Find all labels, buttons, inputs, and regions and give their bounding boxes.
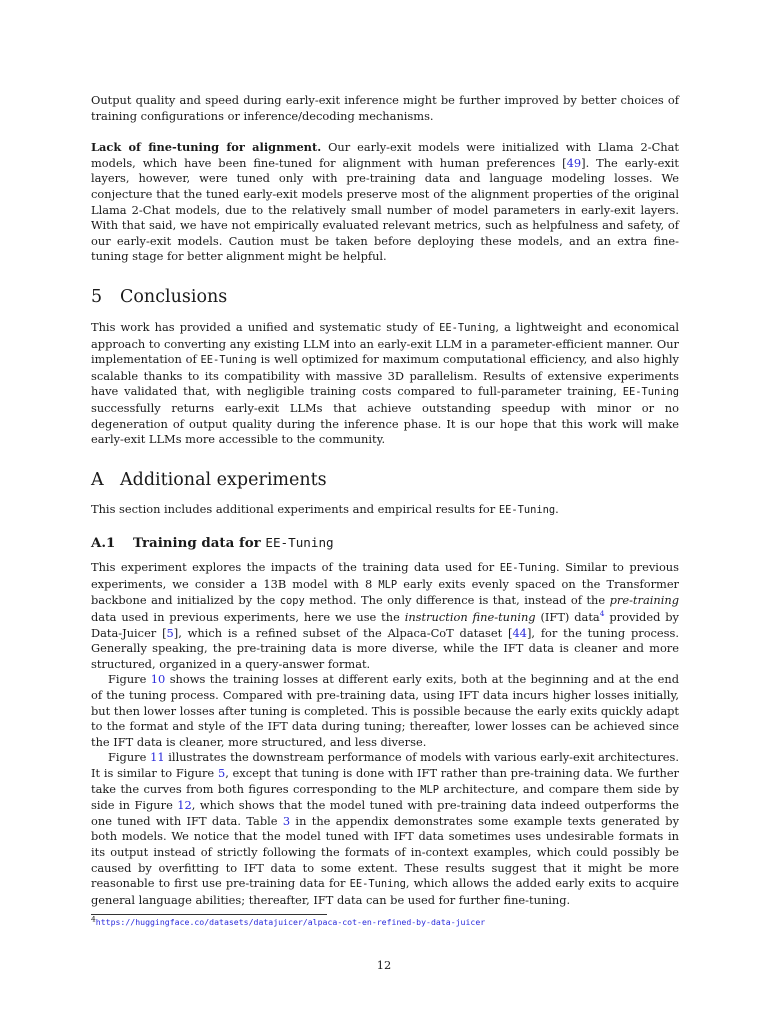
figure-link[interactable]: 12 [177,798,192,813]
footnote: $^4$https://huggingface.co/datasets/datajuicer/alpaca-cot-en-refined-by-data-juicer [91,914,486,928]
paper-page [91,93,679,928]
intro-paragraph: Output quality and speed during early-exit inference might be further improved by better choices of training configurations or inference/decoding mechanisms. [91,93,679,123]
paragraph-heading: Lack of fine-tuning for alignment. [91,140,322,155]
training-data-paragraph-3: Figure 11 illustrates the downstream performance of models with various early-exit architectures. It is similar to Figure 5, except that tuning is done with IFT rather than pre-training data. We further take the curves from both figures corresponding to the MLP architecture, and compare them side by side in Figure 12, which shows that the model tuned with pre-training data indeed outperforms the one tuned with IFT data. Table 3 in the appendix demonstrates some example texts generated by both models. We notice that the model tuned with IFT data sometimes uses undesirable formats in its output instead of strictly following the formats of in-context examples, which could possibly be caused by overfitting to IFT data to some extent. These results suggest that it might be more reasonable to first use pre-training data for EE-Tuning, which allows the added early exits to acquire general language abilities; thereafter, IFT data can be used for further fine-tuning. [91,750,680,907]
appendix-intro-paragraph: This section includes additional experiments and empirical results for EE-Tuning. [91,501,559,516]
footnote-marker[interactable]: 4 [599,609,605,619]
figure-link[interactable]: 10 [150,672,166,687]
training-data-paragraph-1: This experiment explores the impacts of the training data used for EE-Tuning. Similar to previous experiments, we consider a 13B model with 8 MLP early exits evenly spaced on the Transformer backbone and initialized by the copy method. The only difference is that, instead of the pre-training data used in previous experiments, here we use the instruction fine-tuning (IFT) data$^4$ provided by Data-Juicer [5], which is a refined subset of the Alpaca-CoT dataset [44], for the tuning process. Generally speaking, the pre-training data is more diverse, while the IFT data is cleaner and more structured, organized in a query-answer format. [91,560,679,671]
lack-of-finetuning-paragraph: Lack of fine-tuning for alignment. Our early-exit models were initialized with Llama 2-Chat models, which have been fine-tuned for alignment with human preferences [49]. The early-exit layers, however, were tuned only with pre-training data and language modeling losses. We conjecture that the tuned early-exit models preserve most of the alignment properties of the original Llama 2-Chat models, due to the relatively small number of model parameters in early-exit layers. With that said, we have not empirically evaluated relevant metrics, such as helpfulness and safety, of our early-exit models. Caution must be taken before deploying these models, and an extra fine-tuning stage for better alignment might be helpful. [91,140,679,264]
footnote-divider [91,914,327,915]
figure-link[interactable]: 5 [217,766,226,780]
subsection-heading-training-data: A.1 Training data for EE-Tuning [91,535,334,552]
section-heading-additional-experiments: A Additional experiments [91,469,327,490]
citation-link[interactable]: 44 [512,625,527,640]
section-heading-conclusions: 5 Conclusions [91,286,228,307]
training-data-paragraph-2: Figure 10 shows the training losses at different early exits, both at the beginning and at the end of the tuning process. Compared with pre-training data, using IFT data incurs higher losses initially, but then lower losses after tuning is completed. This is possible because the early exits quickly adapt to the format and style of the IFT data during tuning; thereafter, lower losses can be achieved since the IFT data is cleaner, more structured, and less diverse. [91,672,679,749]
figure-link[interactable]: 11 [150,750,165,765]
page-number: 12 [376,958,392,972]
table-link[interactable]: 3 [282,813,291,828]
citation-link[interactable]: 5 [166,625,174,640]
conclusions-paragraph: This work has provided a unified and systematic study of EE-Tuning, a lightweight and economical approach to converting any existing LLM into an early-exit LLM in a parameter-efficient manner. Our implementation of EE-Tuning is well optimized for maximum computational efficiency, and also highly scalable thanks to its compatibility with massive 3D parallelism. Results of extensive experiments have validated that, with negligible training costs compared to full-parameter training, EE-Tuning successfully returns early-exit LLMs that achieve outstanding speedup with minor or no degeneration of output quality during the inference phase. It is our hope that this work will make early-exit LLMs more accessible to the community. [91,319,680,447]
footnote-url-link[interactable]: https://huggingface.co/datasets/datajuicer/alpaca-cot-en-refined-by-data-juicer [95,917,486,928]
citation-link[interactable]: 49 [566,155,582,170]
